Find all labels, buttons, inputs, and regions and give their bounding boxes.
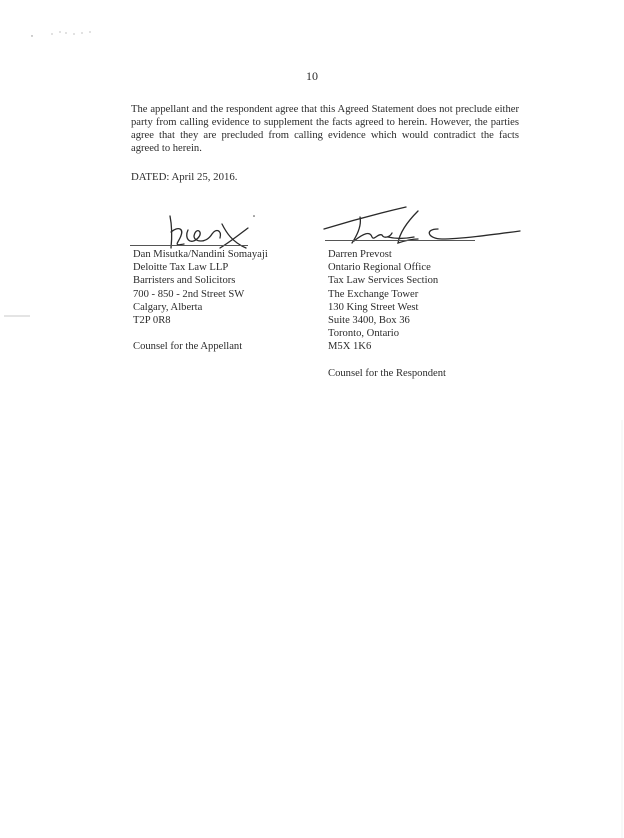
agreement-paragraph: The appellant and the respondent agree that this Agreed Statement does not preclude either party from calling evidence to supplement the facts agreed to herein. However, the parties agree that they are precluded from calling evidence which would contradict the facts agreed to herein. [131, 104, 519, 154]
respondent-counsel-block [328, 248, 446, 380]
respondent-suite: Suite 3400, Box 36 [328, 315, 410, 327]
appellant-counsel-name: Dan Misutka/Nandini Somayaji [133, 249, 268, 260]
appellant-address: 700 - 850 - 2nd Street SW [133, 288, 245, 300]
page-number: 10 [306, 69, 318, 83]
scan-speck-marks [30, 28, 100, 40]
appellant-signature-line [130, 245, 248, 246]
respondent-city: Toronto, Ontario [328, 328, 400, 340]
appellant-firm: Deloitte Tax Law LLP [133, 262, 229, 274]
appellant-postal: T2P 0R8 [133, 315, 171, 327]
respondent-signature [320, 203, 525, 249]
respondent-section: Tax Law Services Section [328, 275, 439, 287]
appellant-counsel-block [133, 248, 268, 353]
appellant-signature [150, 208, 260, 253]
respondent-counsel-for: Counsel for the Respondent [328, 367, 446, 379]
respondent-counsel-name: Darren Prevost [328, 249, 392, 260]
scan-right-edge [616, 420, 624, 838]
appellant-role: Barristers and Solicitors [133, 275, 236, 287]
respondent-signature-line [325, 240, 475, 241]
appellant-city: Calgary, Alberta [133, 301, 203, 313]
respondent-postal: M5X 1K6 [328, 341, 372, 353]
respondent-street: 130 King Street West [328, 301, 419, 313]
scan-edge-mark [0, 312, 40, 320]
appellant-counsel-for: Counsel for the Appellant [133, 341, 243, 353]
respondent-building: The Exchange Tower [328, 288, 419, 300]
dated-line: DATED: April 25, 2016. [131, 171, 238, 183]
respondent-office: Ontario Regional Office [328, 262, 431, 274]
